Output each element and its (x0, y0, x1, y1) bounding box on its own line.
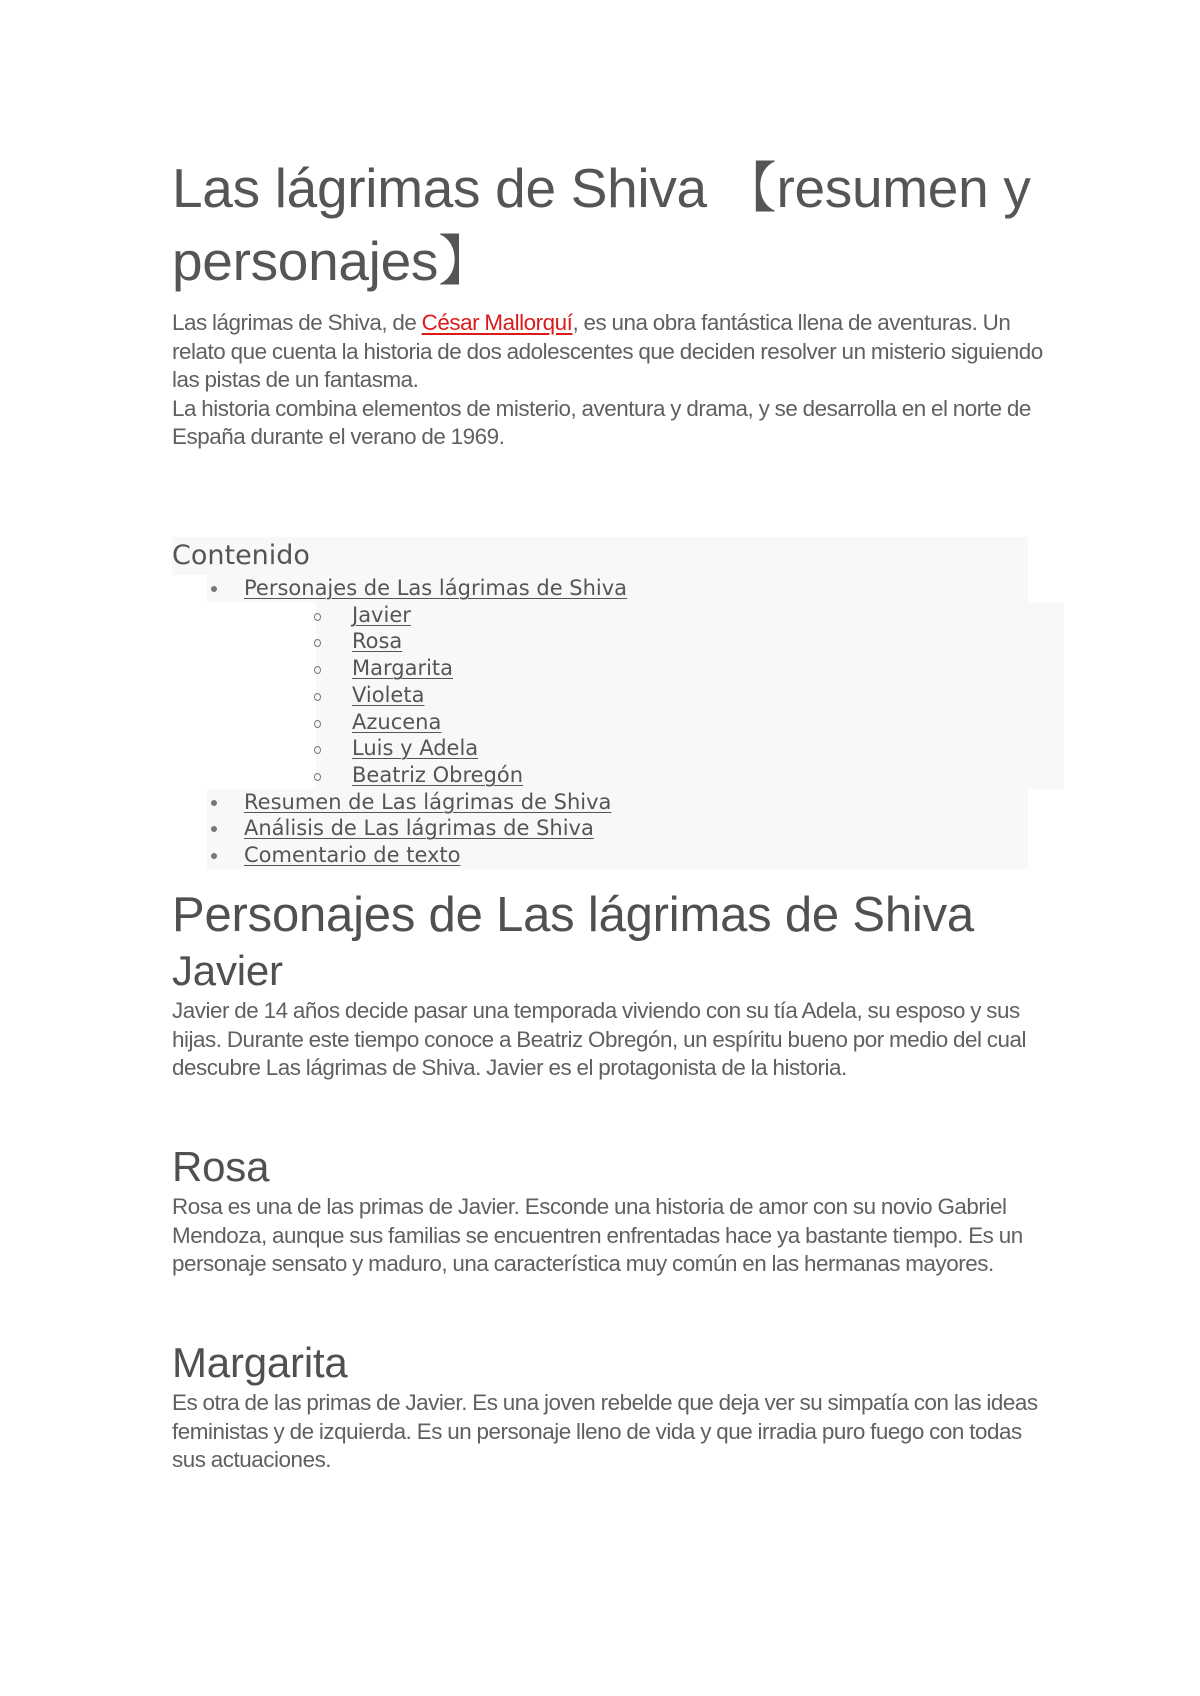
section-heading-personajes: Personajes de Las lágrimas de Shiva (172, 888, 974, 942)
toc-subitem (316, 602, 1064, 629)
character-name: Rosa (172, 1143, 270, 1190)
circle-bullet-icon (314, 693, 321, 701)
toc-subitem (316, 628, 1064, 655)
toc-item (172, 575, 1032, 789)
toc-title: Contenido (172, 537, 1028, 575)
intro-paragraph (172, 309, 1052, 395)
intro-text-start: Las lágrimas de Shiva, de (172, 310, 422, 335)
toc-link-violeta[interactable]: Violeta (352, 682, 425, 707)
toc-subitem (316, 709, 1064, 736)
character-description: Javier de 14 años decide pasar una temporada viviendo con su tía Adela, su esposo y sus hijas. Durante este tiempo conoce a Beatriz Obregón, un espíritu bueno por medio del cual descubre Las lágrimas de Shiva. Javier es el protagonista de la historia. (172, 998, 1027, 1081)
character-name: Margarita (172, 1339, 348, 1386)
toc-link-rosa[interactable]: Rosa (352, 629, 403, 654)
toc-link-javier[interactable]: Javier (352, 602, 411, 627)
toc-subitem (316, 762, 1064, 789)
character-margarita (172, 1338, 1052, 1475)
intro-paragraph-2: La historia combina elementos de misterio, aventura y drama, y se desarrolla en el norte de España durante el verano de 1969. (172, 395, 1031, 450)
toc-link-resumen[interactable]: Resumen de Las lágrimas de Shiva (244, 789, 612, 814)
character-name: Javier (172, 947, 283, 994)
author-link[interactable]: César Mallorquí (421, 310, 573, 335)
intro (172, 309, 1052, 452)
toc-subitem (316, 735, 1064, 762)
toc-link-luis-y-adela[interactable]: Luis y Adela (352, 736, 479, 761)
circle-bullet-icon (314, 746, 321, 754)
intro-text-end: , es una obra fantástica llena de aventuras. Un relato que cuenta la historia de dos adolescentes que deciden resolver un misterio siguiendo las pistas de un fantasma. (172, 310, 1043, 393)
circle-bullet-icon (314, 639, 321, 647)
bullet-icon (211, 586, 217, 592)
circle-bullet-icon (314, 720, 321, 728)
toc-link-azucena[interactable]: Azucena (352, 709, 442, 734)
bullet-icon (211, 800, 217, 806)
toc-link-personajes[interactable]: Personajes de Las lágrimas de Shiva (244, 576, 628, 600)
character-rosa (172, 1142, 1052, 1279)
toc-list (172, 575, 1032, 869)
character-javier (172, 946, 1052, 1083)
toc-item (172, 815, 1032, 842)
bullet-icon (211, 853, 217, 859)
bullet-icon (211, 826, 217, 832)
toc-item (172, 842, 1032, 869)
table-of-contents (172, 537, 1032, 869)
toc-subitem (316, 655, 1064, 682)
toc-item (172, 789, 1032, 816)
circle-bullet-icon (314, 773, 321, 781)
character-description: Rosa es una de las primas de Javier. Esconde una historia de amor con su novio Gabriel Mendoza, aunque sus familias se encuentren enfrentadas hace ya bastante tiempo. Es un personaje sensato y maduro, una característica muy común en las hermanas mayores. (172, 1194, 1023, 1277)
circle-bullet-icon (314, 613, 321, 621)
character-description: Es otra de las primas de Javier. Es una joven rebelde que deja ver su simpatía con las ideas feministas y de izquierda. Es un personaje lleno de vida y que irradia puro fuego con todas sus actuaciones. (172, 1390, 1038, 1473)
page-title: Las lágrimas de Shiva 【resumen y personajes】 (172, 157, 1031, 292)
toc-link-analisis[interactable]: Análisis de Las lágrimas de Shiva (244, 816, 594, 841)
toc-link-margarita[interactable]: Margarita (352, 656, 454, 681)
toc-subitem (316, 682, 1064, 709)
toc-sublist (172, 602, 1032, 789)
circle-bullet-icon (314, 666, 321, 674)
toc-link-comentario[interactable]: Comentario de texto (244, 843, 461, 868)
toc-link-beatriz-obregon[interactable]: Beatriz Obregón (352, 762, 524, 787)
